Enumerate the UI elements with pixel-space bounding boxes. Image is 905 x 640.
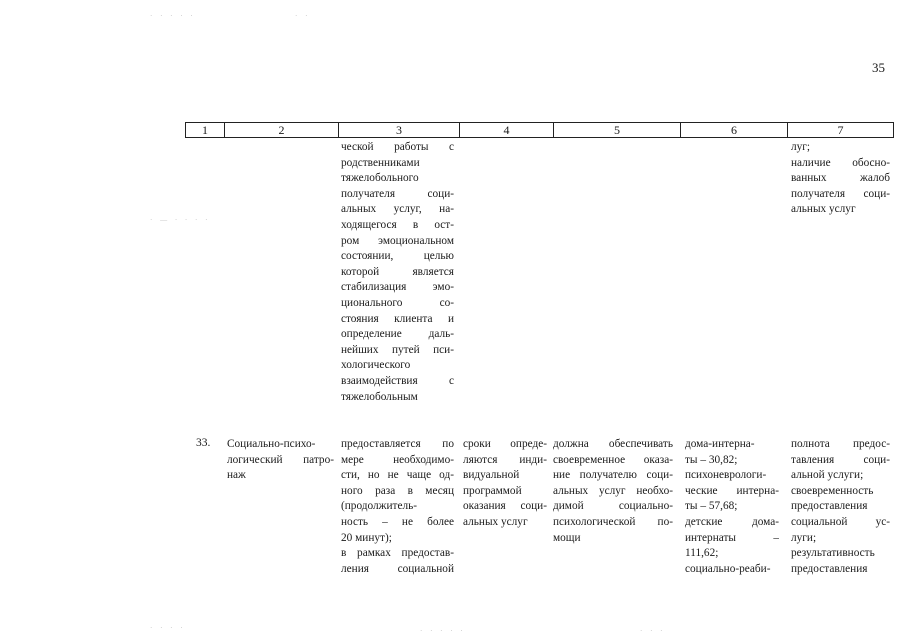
text-line: ления социальной [341, 562, 454, 575]
table-header-row [185, 122, 894, 138]
text-line: взаимодействия с [341, 374, 454, 387]
text-line: альных услуг [791, 203, 856, 216]
text-line: наж [227, 469, 246, 482]
row-number: 33. [196, 437, 211, 449]
text-line: стояния клиента и [341, 312, 454, 325]
text-line: ческой работы с [341, 141, 454, 153]
text-line: логический патро- [227, 453, 334, 466]
scan-speck: · · · · [150, 624, 186, 632]
row33-col4-cell [463, 437, 547, 531]
page-number: 35 [872, 60, 885, 75]
text-line: результативность [791, 547, 875, 560]
text-line: стабилизация эмо- [341, 281, 454, 294]
text-line: которой является [341, 265, 454, 278]
text-line: ние получателю соци- [553, 469, 673, 482]
text-line: ванных жалоб [791, 172, 890, 185]
text-line: (продолжитель- [341, 500, 418, 513]
header-cell-2: 2 [225, 123, 339, 137]
text-line: в рамках предостав- [341, 547, 454, 560]
text-line: ты – 30,82; [685, 453, 738, 466]
text-line: мере необходимо- [341, 453, 454, 466]
scan-speck: · · · · · [150, 12, 196, 20]
row33-col3-cell [341, 437, 454, 577]
text-line: видуальной [463, 469, 520, 482]
text-line: луги; [791, 531, 817, 544]
text-line: димой социально- [553, 500, 673, 513]
text-line: дома-интерна- [685, 438, 755, 450]
header-cell-7: 7 [837, 123, 844, 137]
text-line: своевременность [791, 484, 874, 497]
scan-speck: · — · · · · [150, 216, 211, 224]
continuation-col3-cell [341, 140, 454, 405]
text-line: альных услуг, на- [341, 203, 454, 216]
text-line: психоневрологи- [685, 469, 767, 482]
text-line: наличие обосно- [791, 156, 890, 169]
row33-col5-cell [553, 437, 673, 546]
text-line: ческие интерна- [685, 484, 779, 497]
text-line: программой [463, 484, 522, 497]
text-line: 20 минут); [341, 531, 392, 544]
header-cell-6: 6 [681, 123, 788, 137]
row33-col6-cell [685, 437, 779, 577]
text-line: ты – 57,68; [685, 500, 738, 513]
text-line: сти, но не чаще од- [341, 469, 454, 482]
header-cell-3: 3 [339, 123, 460, 137]
text-line: тяжелобольного [341, 172, 419, 185]
text-line: альных услуг необхо- [553, 484, 673, 497]
header-cell-1: 1 [186, 123, 225, 137]
text-line: своевременное оказа- [553, 453, 673, 466]
text-line: ного раза в месяц [341, 484, 454, 497]
text-line: ционального со- [341, 296, 454, 309]
text-line: тавления соци- [791, 453, 890, 466]
text-line: должна обеспечивать [553, 438, 673, 450]
text-line: предоставления [791, 562, 868, 575]
scan-speck: · · · [640, 627, 666, 635]
row33-col7-cell [791, 437, 890, 577]
text-line: психологической по- [553, 515, 673, 528]
text-line: сроки опреде- [463, 438, 547, 450]
text-line: полнота предос- [791, 438, 890, 450]
text-line: Социально-психо- [227, 438, 316, 450]
text-line: детские дома- [685, 515, 779, 528]
text-line: оказания соци- [463, 500, 547, 513]
text-line: родственниками [341, 156, 420, 169]
text-line: хологического [341, 359, 411, 372]
text-line: луг; [791, 141, 811, 153]
text-line: нейших путей пси- [341, 343, 454, 356]
text-line: определение даль- [341, 328, 454, 341]
text-line: социально-реаби- [685, 562, 771, 575]
continuation-col7-cell [791, 140, 890, 218]
text-line: ляются инди- [463, 453, 547, 466]
text-line: предоставляется по [341, 438, 454, 450]
text-line: мощи [553, 531, 581, 544]
text-line: ром эмоциональном [341, 234, 454, 247]
text-line: предоставления [791, 500, 868, 513]
header-cell-4: 4 [460, 123, 554, 137]
scan-speck: · · · · · [420, 627, 466, 635]
text-line: тяжелобольным [341, 390, 418, 403]
text-line: получателя соци- [791, 187, 890, 200]
text-line: получателя соци- [341, 187, 454, 200]
text-line: 111,62; [685, 547, 719, 560]
scan-speck: · · [295, 12, 311, 20]
text-line: альных услуг [463, 515, 528, 528]
text-line: альной услуги; [791, 469, 864, 482]
text-line: состоянии, целью [341, 250, 454, 263]
text-line: социальной ус- [791, 515, 890, 528]
text-line: ходящегося в ост- [341, 218, 454, 231]
header-cell-5: 5 [554, 123, 681, 137]
text-line: интернаты – [685, 531, 779, 544]
row33-service-name [227, 437, 334, 484]
text-line: ность – не более [341, 515, 454, 528]
